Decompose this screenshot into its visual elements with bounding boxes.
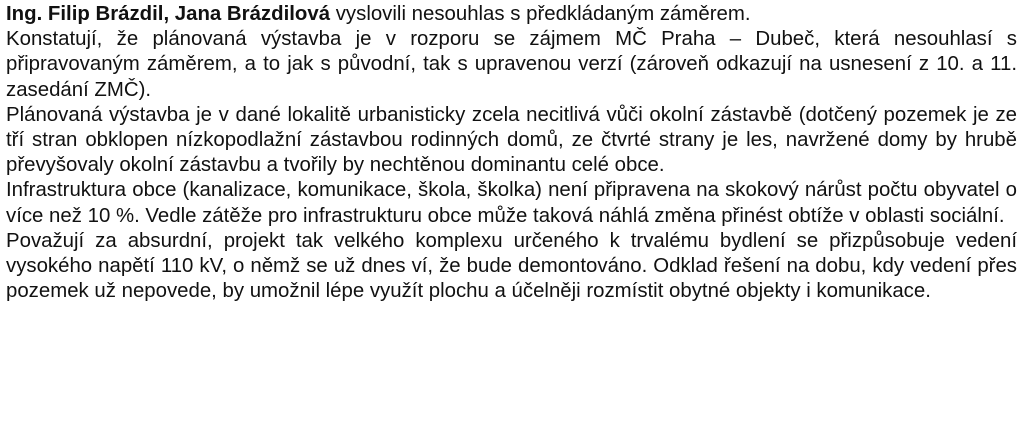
paragraph-infrastructure: Infrastruktura obce (kanalizace, komunikace, škola, školka) není připravena na skokový nárůst počtu obyvatel o více než 10 %. Vedle zátěže pro infrastrukturu obce může taková náhlá změna přinést obtíže v oblasti sociální. [6, 179, 1017, 227]
intro-paragraph [6, 2, 1017, 27]
author-names: Ing. Filip Brázdil, Jana Brázdilová [6, 3, 331, 25]
intro-statement: vyslovili nesouhlas s předkládaným záměrem. [330, 3, 751, 25]
paragraph-urbanism: Plánovaná výstavba je v dané lokalitě urbanisticky zcela necitlivá vůči okolní zástavbě (dotčený pozemek je ze tří stran obklopen nízkopodlažní zástavbou rodinných domů, ze čtvrté strany je les, navržené domy by hrubě převyšovaly okolní zástavbu a tvořily by nechtěnou dominantu celé obce. [6, 103, 1017, 177]
paragraph-power-line: Považují za absurdní, projekt tak velkého komplexu určeného k trvalému bydlení se přizpůsobuje vedení vysokého napětí 110 kV, o němž se už dnes ví, že bude demontováno. Odklad řešení na dobu, kdy vedení přes pozemek už nepovede, by umožnil lépe využít plochu a účelněji rozmístit obytné objekty i komunikace. [6, 229, 1017, 303]
paragraph-conflict-with-district: Konstatují, že plánovaná výstavba je v rozporu se zájmem MČ Praha – Dubeč, která nesouhlasí s připravovaným záměrem, a to jak s původní, tak s upravenou verzí (zároveň odkazují na usnesení z 10. a 11. zasedání ZMČ). [6, 28, 1017, 101]
